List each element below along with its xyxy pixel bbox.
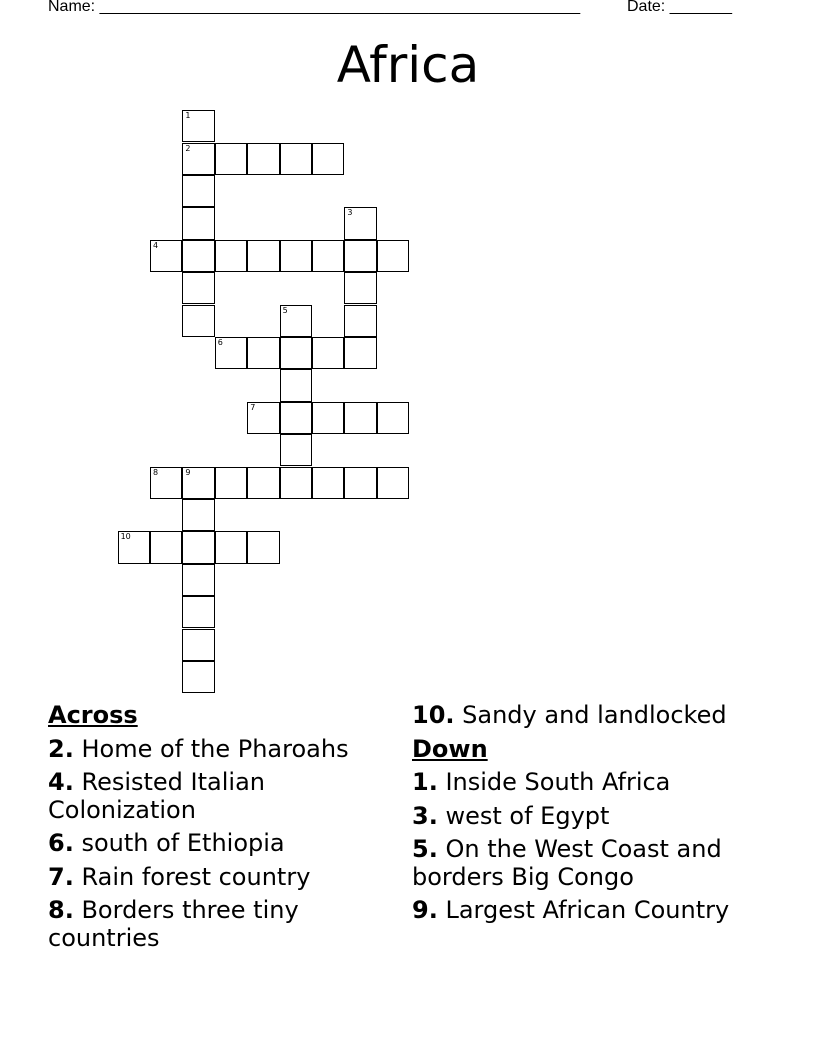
grid-cell[interactable]	[280, 369, 312, 401]
down-clue-3	[412, 803, 802, 831]
grid-cell[interactable]	[280, 467, 312, 499]
grid-cell[interactable]	[312, 143, 344, 175]
grid-cell[interactable]	[182, 143, 214, 175]
grid-cell[interactable]	[280, 240, 312, 272]
clue-text: Largest African Country	[445, 896, 730, 924]
grid-cell[interactable]	[247, 531, 279, 563]
clue-number: 7.	[48, 862, 74, 891]
grid-cell[interactable]	[182, 564, 214, 596]
clue-number: 2.	[48, 734, 74, 763]
clue-number-label: 6	[217, 337, 223, 347]
grid-cell[interactable]	[118, 531, 150, 563]
across-clue-4	[48, 769, 408, 824]
grid-cell[interactable]	[215, 337, 247, 369]
grid-cell[interactable]	[150, 240, 182, 272]
across-clue-10	[412, 702, 802, 730]
clue-number: 4.	[48, 768, 74, 796]
clue-number-label: 10	[120, 532, 131, 542]
grid-cell[interactable]	[377, 240, 409, 272]
grid-cell[interactable]	[182, 207, 214, 239]
grid-cell[interactable]	[247, 143, 279, 175]
grid-cell[interactable]	[150, 531, 182, 563]
grid-cell[interactable]	[280, 402, 312, 434]
clue-number-label: 2	[185, 143, 191, 153]
grid-cell[interactable]	[280, 337, 312, 369]
grid-cell[interactable]	[182, 499, 214, 531]
grid-cell[interactable]	[247, 467, 279, 499]
clue-number-label: 4	[153, 240, 159, 250]
clue-number: 8.	[48, 896, 74, 924]
across-clue-7	[48, 864, 408, 892]
clue-number: 10.	[412, 701, 455, 729]
grid-cell[interactable]	[312, 467, 344, 499]
across-clue-2	[48, 736, 408, 764]
date-field-label: Date: _______	[627, 0, 732, 15]
grid-cell[interactable]	[247, 240, 279, 272]
down-clue-5	[412, 836, 802, 891]
grid-cell[interactable]	[150, 467, 182, 499]
clues-right-column	[412, 702, 802, 931]
grid-cell[interactable]	[182, 305, 214, 337]
clue-text: Sandy and landlocked	[462, 701, 727, 729]
clue-text: Home of the Pharoahs	[81, 734, 349, 763]
clue-text: west of Egypt	[445, 801, 610, 830]
down-clue-9	[412, 897, 802, 925]
grid-cell[interactable]	[312, 402, 344, 434]
grid-cell[interactable]	[312, 337, 344, 369]
across-clue-8	[48, 897, 408, 952]
puzzle-title: Africa	[336, 36, 480, 94]
grid-cell[interactable]	[344, 305, 376, 337]
clue-text: south of Ethiopia	[81, 829, 285, 857]
clue-text: Inside South Africa	[445, 768, 671, 796]
clue-number: 3.	[412, 801, 438, 830]
grid-cell[interactable]	[344, 207, 376, 239]
grid-cell[interactable]	[215, 531, 247, 563]
clue-number-label: 9	[185, 467, 191, 477]
grid-cell[interactable]	[182, 596, 214, 628]
grid-cell[interactable]	[182, 272, 214, 304]
clue-number-label: 7	[250, 402, 256, 412]
grid-cell[interactable]	[312, 240, 344, 272]
grid-cell[interactable]	[182, 240, 214, 272]
clue-number-label: 5	[282, 305, 288, 315]
down-heading: Down	[412, 734, 488, 763]
grid-cell[interactable]	[377, 467, 409, 499]
grid-cell[interactable]	[344, 337, 376, 369]
name-field-label: Name: ______________________________________________________	[48, 0, 581, 15]
grid-cell[interactable]	[182, 629, 214, 661]
grid-cell[interactable]	[182, 467, 214, 499]
grid-cell[interactable]	[182, 110, 214, 142]
clue-text: Borders three tiny countries	[48, 896, 299, 952]
grid-cell[interactable]	[344, 240, 376, 272]
grid-cell[interactable]	[344, 467, 376, 499]
clue-number: 6.	[48, 829, 74, 857]
clue-text: Rain forest country	[81, 862, 311, 891]
across-heading: Across	[48, 701, 138, 729]
grid-cell[interactable]	[377, 402, 409, 434]
grid-cell[interactable]	[247, 402, 279, 434]
across-clue-6	[48, 830, 408, 858]
clue-text: On the West Coast and borders Big Congo	[412, 835, 722, 891]
grid-cell[interactable]	[280, 305, 312, 337]
clues-left-column	[48, 702, 408, 958]
grid-cell[interactable]	[215, 143, 247, 175]
down-clue-1	[412, 769, 802, 797]
clue-number: 1.	[412, 768, 438, 796]
grid-cell[interactable]	[247, 337, 279, 369]
grid-cell[interactable]	[280, 434, 312, 466]
clue-number: 9.	[412, 896, 438, 924]
clue-number-label: 8	[153, 467, 159, 477]
grid-cell[interactable]	[215, 240, 247, 272]
grid-cell[interactable]	[344, 272, 376, 304]
clue-text: Resisted Italian Colonization	[48, 768, 265, 824]
grid-cell[interactable]	[280, 143, 312, 175]
grid-cell[interactable]	[215, 467, 247, 499]
grid-cell[interactable]	[182, 175, 214, 207]
clue-number-label: 3	[347, 208, 353, 218]
grid-cell[interactable]	[182, 661, 214, 693]
grid-cell[interactable]	[182, 531, 214, 563]
clue-number: 5.	[412, 835, 438, 863]
clue-number-label: 1	[185, 111, 191, 121]
grid-cell[interactable]	[344, 402, 376, 434]
